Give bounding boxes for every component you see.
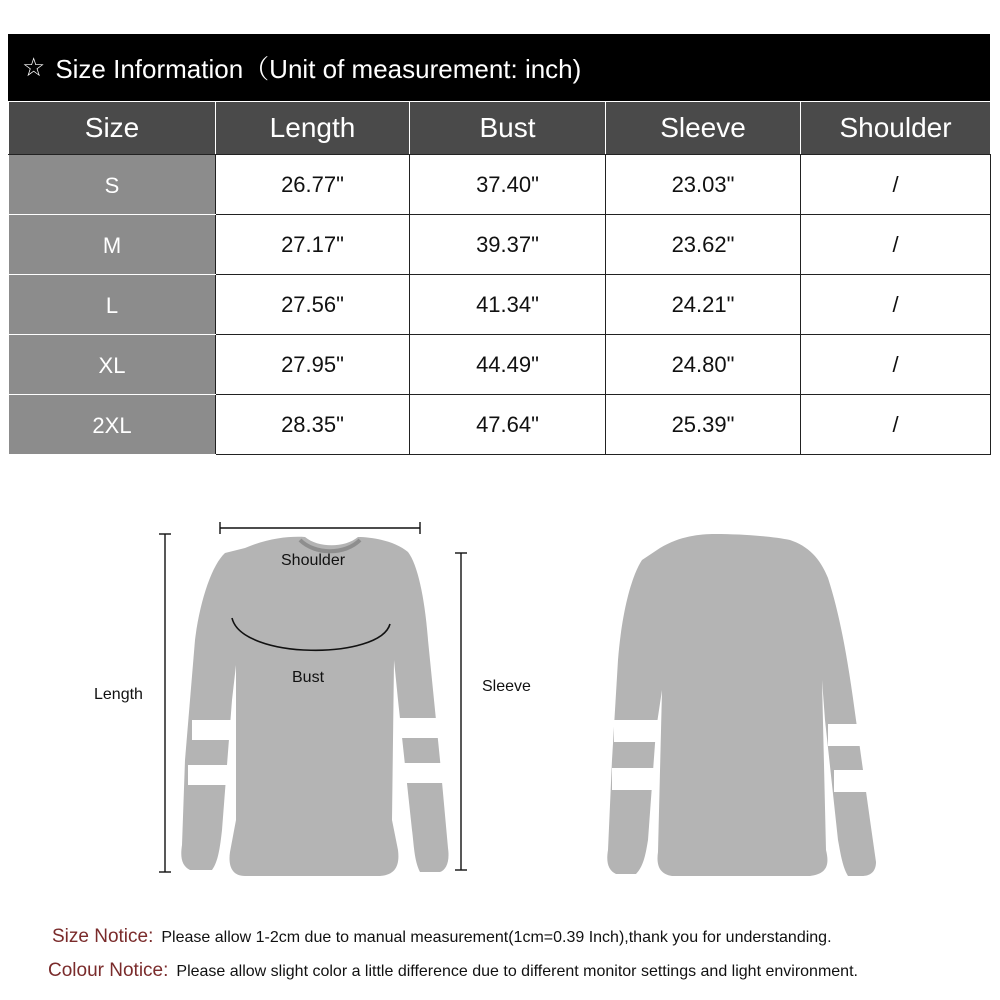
shoulder-label: Shoulder <box>281 552 346 569</box>
size-info-title: Size Information（Unit of measurement: inch) <box>55 54 582 84</box>
table-row <box>9 215 991 275</box>
sleeve-cell: 23.03" <box>606 155 801 215</box>
size-cell: XL <box>9 335 216 395</box>
table-row <box>9 395 991 455</box>
sleeve-cell: 24.21" <box>606 275 801 335</box>
colour-notice-text: Please allow slight color a little difference due to different monitor settings and light environment. <box>176 963 858 980</box>
column-header-sleeve: Sleeve <box>606 102 801 155</box>
shoulder-cell: / <box>801 395 991 455</box>
bust-label: Bust <box>292 669 325 686</box>
back-sweatshirt-image <box>607 534 878 876</box>
length-cell: 27.56" <box>216 275 410 335</box>
sleeve-measure-line <box>455 553 467 870</box>
sleeve-cell: 25.39" <box>606 395 801 455</box>
size-notice-label: Size Notice: <box>52 926 154 947</box>
sleeve-cell: 24.80" <box>606 335 801 395</box>
column-header-shoulder: Shoulder <box>801 102 991 155</box>
column-header-size: Size <box>9 102 216 155</box>
length-measure-line <box>159 534 171 872</box>
size-notice-text: Please allow 1-2cm due to manual measurement(1cm=0.39 Inch),thank you for understanding. <box>161 929 832 946</box>
colour-notice-label: Colour Notice: <box>48 960 169 981</box>
bust-cell: 39.37" <box>410 215 606 275</box>
sleeve-cell: 23.62" <box>606 215 801 275</box>
size-cell: L <box>9 275 216 335</box>
sleeve-label: Sleeve <box>482 678 531 695</box>
size-cell: S <box>9 155 216 215</box>
table-row <box>9 275 991 335</box>
shoulder-cell: / <box>801 215 991 275</box>
size-notice <box>52 926 1000 948</box>
length-cell: 26.77" <box>216 155 410 215</box>
star-icon: ☆ <box>22 52 46 82</box>
front-sweatshirt-image <box>181 537 448 876</box>
bust-cell: 37.40" <box>410 155 606 215</box>
table-row <box>9 335 991 395</box>
length-cell: 28.35" <box>216 395 410 455</box>
bust-cell: 41.34" <box>410 275 606 335</box>
table-header-row <box>9 102 991 155</box>
length-label: Length <box>94 686 143 703</box>
size-cell: 2XL <box>9 395 216 455</box>
table-row <box>9 155 991 215</box>
bust-cell: 47.64" <box>410 395 606 455</box>
size-cell: M <box>9 215 216 275</box>
column-header-length: Length <box>216 102 410 155</box>
shoulder-measure-line <box>220 522 420 534</box>
shoulder-cell: / <box>801 335 991 395</box>
length-cell: 27.95" <box>216 335 410 395</box>
size-table <box>8 101 991 455</box>
shoulder-cell: / <box>801 155 991 215</box>
bust-cell: 44.49" <box>410 335 606 395</box>
shoulder-cell: / <box>801 275 991 335</box>
colour-notice <box>48 960 1000 982</box>
column-header-bust: Bust <box>410 102 606 155</box>
size-info-header <box>8 34 990 101</box>
length-cell: 27.17" <box>216 215 410 275</box>
garment-illustration <box>0 500 1000 900</box>
